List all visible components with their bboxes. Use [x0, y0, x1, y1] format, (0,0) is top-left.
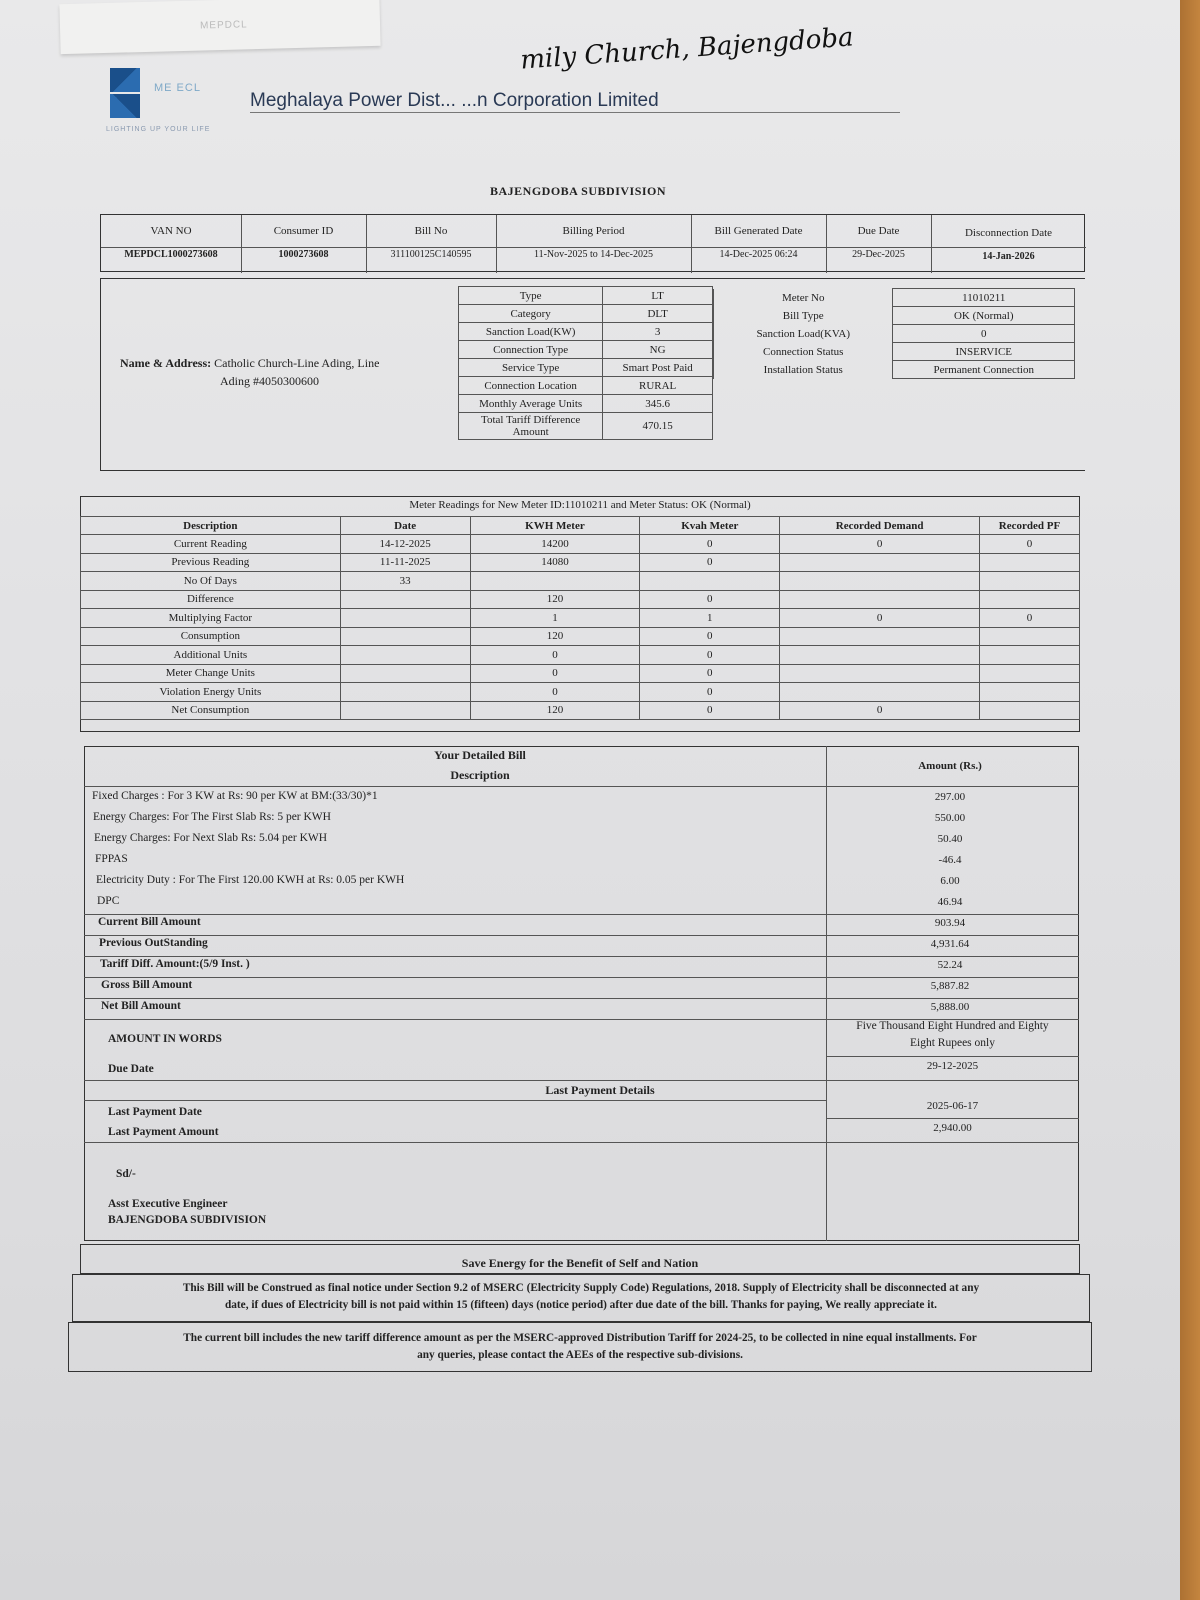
meter-cell [780, 627, 980, 646]
meter-row [81, 664, 1080, 683]
detail-value: Permanent Connection [893, 361, 1075, 379]
meter-readings-title: Meter Readings for New Meter ID:11010211 and Meter Status: OK (Normal) [409, 499, 751, 511]
meter-header-cell: Recorded Demand [780, 517, 980, 535]
detail-value: 0 [893, 325, 1075, 343]
last-payment-amount-value: 2,940.00 [933, 1122, 972, 1134]
consumer-id-value: 1000273608 [278, 249, 329, 260]
meter-cell [340, 609, 470, 628]
company-name: Meghalaya Power Dist... ...n Corporation Limited [250, 90, 659, 111]
meter-row [81, 553, 1080, 572]
meter-header-cell: Recorded PF [980, 517, 1080, 535]
bill-item-amount: -46.4 [938, 854, 962, 866]
slogan: Save Energy for the Benefit of Self and Nation [461, 1256, 699, 1270]
meter-cell [640, 572, 780, 591]
meter-row [81, 683, 1080, 702]
meter-cell [340, 627, 470, 646]
meter-cell: 0 [980, 609, 1080, 628]
meter-cell: Meter Change Units [81, 664, 341, 683]
meter-cell: 14200 [470, 535, 640, 554]
meter-row [81, 627, 1080, 646]
detail-label: Type [459, 287, 603, 305]
due-date-label: Due Date [108, 1063, 154, 1075]
meter-cell: 11-11-2025 [340, 553, 470, 572]
detail-value: LT [603, 287, 713, 305]
bill-item-label: Fixed Charges : For 3 KW at Rs: 90 per KW at BM:(33/30)*1 [92, 790, 378, 802]
meter-cell: 0 [640, 646, 780, 665]
detail-label: Bill Type [714, 307, 893, 325]
bill-item-amount: 46.94 [937, 896, 963, 908]
detail-value: 3 [603, 323, 713, 341]
detail-label: Total Tariff Difference Amount [459, 413, 603, 440]
meter-cell [340, 683, 470, 702]
bill-item-amount: 6.00 [940, 875, 960, 887]
detailed-bill-title: Your Detailed Bill [434, 748, 526, 762]
last-payment-date-label: Last Payment Date [108, 1106, 202, 1118]
detail-row [714, 307, 1075, 325]
meter-cell [780, 664, 980, 683]
meter-cell: 120 [470, 627, 640, 646]
detail-value: INSERVICE [893, 343, 1075, 361]
detail-row [714, 361, 1075, 379]
detail-value: NG [603, 341, 713, 359]
meter-cell: Net Consumption [81, 701, 341, 720]
detail-value: RURAL [603, 377, 713, 395]
meter-cell: Multiplying Factor [81, 609, 341, 628]
detail-row [714, 325, 1075, 343]
bill-item-label: Net Bill Amount [101, 1000, 181, 1012]
signature-office: BAJENGDOBA SUBDIVISION [108, 1214, 267, 1226]
last-payment-title: Last Payment Details [545, 1083, 655, 1097]
meter-cell [470, 572, 640, 591]
meter-cell: 0 [640, 701, 780, 720]
detail-label: Sanction Load(KW) [459, 323, 603, 341]
meter-cell: No Of Days [81, 572, 341, 591]
meter-cell [980, 572, 1080, 591]
description-header: Description [450, 768, 510, 782]
meter-cell: 0 [640, 627, 780, 646]
bill-item-label: Current Bill Amount [98, 916, 201, 928]
header-consumer-id: Consumer ID [273, 225, 334, 237]
meter-cell [340, 646, 470, 665]
meter-readings-table [80, 516, 1080, 720]
signature-designation: Asst Executive Engineer [108, 1198, 228, 1210]
meter-cell: 0 [640, 535, 780, 554]
detail-label: Sanction Load(KVA) [714, 325, 893, 343]
bill-item-amount: 550.00 [934, 812, 966, 824]
meter-cell: 120 [470, 701, 640, 720]
paper-fold-tab: MEPDCL [59, 0, 380, 54]
header-due-date: Due Date [857, 225, 900, 237]
logo-mark: ME ECL [154, 82, 201, 94]
bill-item-amount: 297.00 [934, 791, 966, 803]
meter-cell: 0 [780, 701, 980, 720]
meter-header-cell: Kvah Meter [640, 517, 780, 535]
due-date-amount-value: 29-12-2025 [926, 1060, 979, 1072]
detail-value: DLT [603, 305, 713, 323]
amount-in-words-line2: Eight Rupees only [910, 1037, 995, 1049]
header-bill-no: Bill No [414, 225, 448, 237]
bill-item-amount: 50.40 [937, 833, 963, 845]
meter-cell [980, 701, 1080, 720]
notice-1-line1: This Bill will be Construed as final notice under Section 9.2 of MSERC (Electricity Supply Code) Regulations, 2018. Supply of Electricity shall be disconnected at any [182, 1282, 980, 1294]
bill-item-label: Energy Charges: For Next Slab Rs: 5.04 per KWH [94, 832, 328, 844]
connection-details-right [713, 288, 1075, 379]
name-address-line2: Ading #4050300600 [220, 374, 319, 388]
amount-in-words-label: AMOUNT IN WORDS [108, 1033, 222, 1045]
meter-cell [780, 590, 980, 609]
amount-in-words-line1: Five Thousand Eight Hundred and Eighty [856, 1020, 1049, 1032]
detail-label: Service Type [459, 359, 603, 377]
meter-cell: Consumption [81, 627, 341, 646]
meter-cell [980, 664, 1080, 683]
connection-details-left [458, 286, 713, 440]
meter-cell: Violation Energy Units [81, 683, 341, 702]
detail-value: 11010211 [893, 289, 1075, 307]
meter-cell: Current Reading [81, 535, 341, 554]
notice-2-line1: The current bill includes the new tariff difference amount as per the MSERC-approved Distribution Tariff for 2024-25, to be collected in nine equal installments. For [183, 1332, 977, 1344]
detail-value: 470.15 [603, 413, 713, 440]
meter-header-cell: KWH Meter [470, 517, 640, 535]
detail-value: Smart Post Paid [603, 359, 713, 377]
bill-item-label: Energy Charges: For The First Slab Rs: 5 per KWH [93, 811, 331, 823]
bill-item-label: FPPAS [95, 853, 128, 865]
detail-label: Installation Status [714, 361, 893, 379]
bill-item-amount: 4,931.64 [930, 938, 970, 950]
bill-item-label: Previous OutStanding [99, 937, 208, 949]
last-payment-date-value: 2025-06-17 [926, 1100, 979, 1112]
detail-value: 345.6 [603, 395, 713, 413]
name-address-label: Name & Address: [120, 356, 212, 370]
meter-cell: 0 [780, 535, 980, 554]
company-header [106, 68, 910, 148]
detail-row [459, 359, 713, 377]
meter-cell [780, 646, 980, 665]
meter-cell [980, 683, 1080, 702]
meter-cell: Additional Units [81, 646, 341, 665]
meter-cell: 33 [340, 572, 470, 591]
header-disconnection-date: Disconnection Date [964, 227, 1053, 239]
name-address-line1 [120, 356, 450, 371]
detail-label: Connection Location [459, 377, 603, 395]
detail-value: OK (Normal) [893, 307, 1075, 325]
detail-row [459, 287, 713, 305]
disconnection-date-value: 14-Jan-2026 [982, 251, 1035, 262]
van-no-value: MEPDCL1000273608 [124, 249, 218, 260]
meter-cell: 0 [640, 664, 780, 683]
meter-cell [780, 553, 980, 572]
detail-label: Connection Type [459, 341, 603, 359]
meter-cell: 1 [470, 609, 640, 628]
meter-cell [340, 590, 470, 609]
meter-row [81, 701, 1080, 720]
billing-period-value: 11-Nov-2025 to 14-Dec-2025 [533, 249, 654, 260]
amount-header: Amount (Rs.) [918, 760, 982, 772]
detail-label: Meter No [714, 289, 893, 307]
meter-cell [980, 627, 1080, 646]
meter-header-cell: Date [340, 517, 470, 535]
detail-label: Connection Status [714, 343, 893, 361]
meter-cell: 0 [470, 646, 640, 665]
meter-cell: 0 [780, 609, 980, 628]
meter-cell: 0 [470, 664, 640, 683]
meter-cell: Difference [81, 590, 341, 609]
meter-header-cell: Description [81, 517, 341, 535]
meter-row [81, 535, 1080, 554]
name-address-value: Catholic Church-Line Ading, Line [214, 356, 380, 370]
meter-cell [780, 683, 980, 702]
bill-item-label: Tariff Diff. Amount:(5/9 Inst. ) [100, 958, 250, 970]
company-logo-icon [110, 68, 140, 118]
account-info-table [100, 214, 1085, 272]
notice-2-line2: any queries, please contact the AEEs of the respective sub-divisions. [417, 1349, 743, 1361]
meter-row [81, 572, 1080, 591]
bill-item-label: Electricity Duty : For The First 120.00 KWH at Rs: 0.05 per KWH [96, 874, 405, 886]
meter-cell: 0 [470, 683, 640, 702]
meter-row [81, 609, 1080, 628]
meter-row [81, 590, 1080, 609]
header-billing-period: Billing Period [562, 225, 625, 237]
last-payment-amount-label: Last Payment Amount [108, 1126, 219, 1138]
meter-cell [340, 701, 470, 720]
meter-cell [340, 664, 470, 683]
bill-item-amount: 5,887.82 [930, 980, 970, 992]
bill-item-amount: 52.24 [937, 959, 963, 971]
detail-row [459, 377, 713, 395]
subdivision-title: BAJENGDOBA SUBDIVISION [490, 184, 667, 198]
bill-item-label: DPC [97, 895, 120, 907]
meter-cell: 0 [640, 590, 780, 609]
bill-no-value: 311100125C140595 [390, 249, 472, 260]
meter-cell: 14-12-2025 [340, 535, 470, 554]
meter-cell: 0 [640, 553, 780, 572]
meter-cell: 14080 [470, 553, 640, 572]
handwritten-note: mily Church, Bajengdoba [519, 22, 855, 76]
company-tagline: LIGHTING UP YOUR LIFE [106, 126, 211, 133]
bill-item-amount: 903.94 [934, 917, 966, 929]
detail-row [714, 343, 1075, 361]
meter-cell: 0 [640, 683, 780, 702]
meter-cell [780, 572, 980, 591]
bill-item-amount: 5,888.00 [930, 1001, 970, 1013]
header-bill-generated: Bill Generated Date [714, 225, 803, 237]
detail-label: Category [459, 305, 603, 323]
bill-item-label: Gross Bill Amount [101, 979, 193, 991]
due-date-value: 29-Dec-2025 [852, 249, 905, 260]
detail-row [714, 289, 1075, 307]
meter-cell: Previous Reading [81, 553, 341, 572]
notice-1-line2: date, if dues of Electricity bill is not paid within 15 (fifteen) days (notice period) after due date of the bill. Thanks for paying, We really appreciate it. [224, 1299, 937, 1311]
detail-row [459, 413, 713, 440]
header-van-no: VAN NO [150, 225, 192, 237]
meter-cell: 1 [640, 609, 780, 628]
bill-generated-value: 14-Dec-2025 06:24 [719, 249, 798, 260]
meter-cell [980, 590, 1080, 609]
detail-row [459, 341, 713, 359]
meter-cell [980, 553, 1080, 572]
signature-sd: Sd/- [116, 1168, 136, 1180]
meter-row [81, 646, 1080, 665]
detail-row [459, 395, 713, 413]
detail-row [459, 323, 713, 341]
meter-cell: 0 [980, 535, 1080, 554]
meter-cell: 120 [470, 590, 640, 609]
detail-label: Monthly Average Units [459, 395, 603, 413]
meter-cell [980, 646, 1080, 665]
detail-row [459, 305, 713, 323]
